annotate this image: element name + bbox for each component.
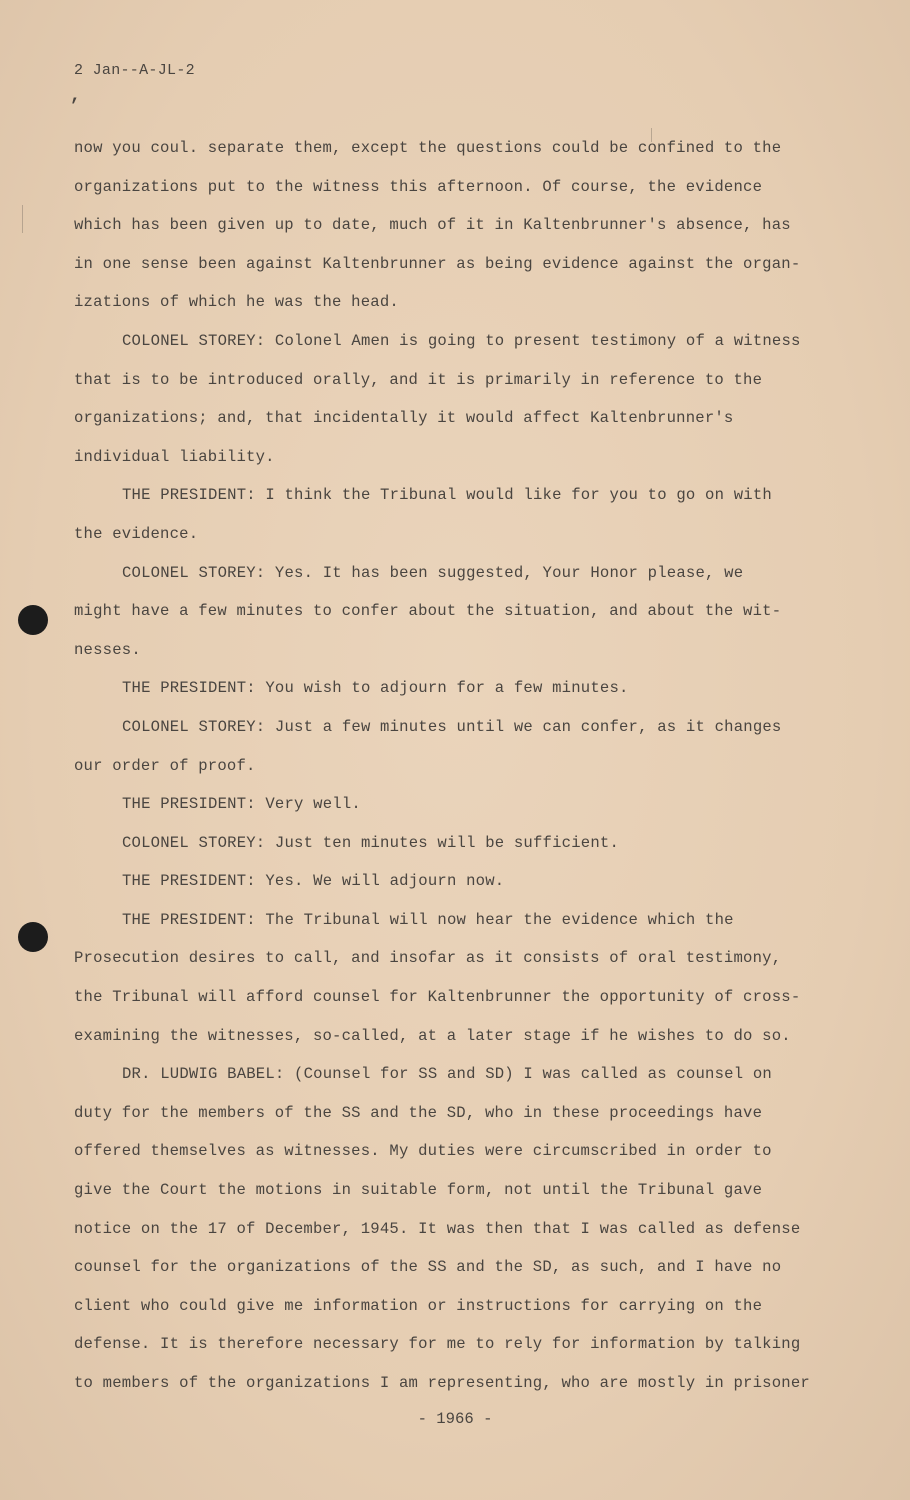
text-line: individual liability. [74,447,275,466]
text-line: which has been given up to date, much of it in Kaltenbrunner's absence, has [74,216,791,235]
text-line: Prosecution desires to call, and insofar as it consists of oral testimony, [74,949,782,968]
speaker-line: THE PRESIDENT: I think the Tribunal would like for you to go on with [122,486,772,505]
punch-hole-icon [18,605,48,635]
text-line: notice on the 17 of December, 1945. It was then that I was called as defense [74,1219,801,1238]
text-line: in one sense been against Kaltenbrunner as being evidence against the organ- [74,254,801,273]
speaker-line: THE PRESIDENT: Very well. [122,795,361,814]
speaker-line: THE PRESIDENT: Yes. We will adjourn now. [122,872,505,891]
text-line: the Tribunal will afford counsel for Kaltenbrunner the opportunity of cross- [74,988,801,1007]
speaker-line: COLONEL STOREY: Just a few minutes until we can confer, as it changes [122,717,782,736]
text-line: offered themselves as witnesses. My duties were circumscribed in order to [74,1142,772,1161]
speaker-line: COLONEL STOREY: Yes. It has been suggested, Your Honor please, we [122,563,744,582]
text-line: now you coul. separate them, except the questions could be confined to the [74,139,782,157]
text-line: that is to be introduced orally, and it is primarily in reference to the [74,370,763,389]
speaker-line: COLONEL STOREY: Colonel Amen is going to present testimony of a witness [122,331,801,350]
punch-hole-icon [18,922,48,952]
text-line: organizations put to the witness this afternoon. Of course, the evidence [74,177,763,196]
text-line: nesses. [74,640,141,659]
margin-mark: , [70,86,81,106]
document-reference: 2 Jan--A-JL-2 [74,62,195,79]
speaker-line: COLONEL STOREY: Just ten minutes will be sufficient. [122,833,620,852]
page-number: - 1966 - [417,1410,493,1428]
text-line: examining the witnesses, so-called, at a later stage if he wishes to do so. [74,1026,791,1045]
text-line: izations of which he was the head. [74,293,399,312]
text-line: to members of the organizations I am representing, who are mostly in prisoner [74,1374,810,1392]
transcript-body [74,133,834,1407]
speaker-line: THE PRESIDENT: The Tribunal will now hear the evidence which the [122,910,734,929]
text-line: duty for the members of the SS and the SD, who in these proceedings have [74,1103,763,1122]
text-line: our order of proof. [74,756,256,775]
text-line: defense. It is therefore necessary for me to rely for information by talking [74,1335,801,1354]
speaker-line: THE PRESIDENT: You wish to adjourn for a few minutes. [122,679,629,698]
speaker-line: DR. LUDWIG BABEL: (Counsel for SS and SD) I was called as counsel on [122,1065,772,1084]
text-line: the evidence. [74,524,199,543]
text-line: organizations; and, that incidentally it would affect Kaltenbrunner's [74,409,734,428]
stray-mark [22,205,23,233]
text-line: counsel for the organizations of the SS and the SD, as such, and I have no [74,1258,782,1277]
text-line: might have a few minutes to confer about the situation, and about the wit- [74,602,782,621]
text-line: give the Court the motions in suitable form, not until the Tribunal gave [74,1181,763,1200]
text-line: client who could give me information or instructions for carrying on the [74,1296,763,1315]
